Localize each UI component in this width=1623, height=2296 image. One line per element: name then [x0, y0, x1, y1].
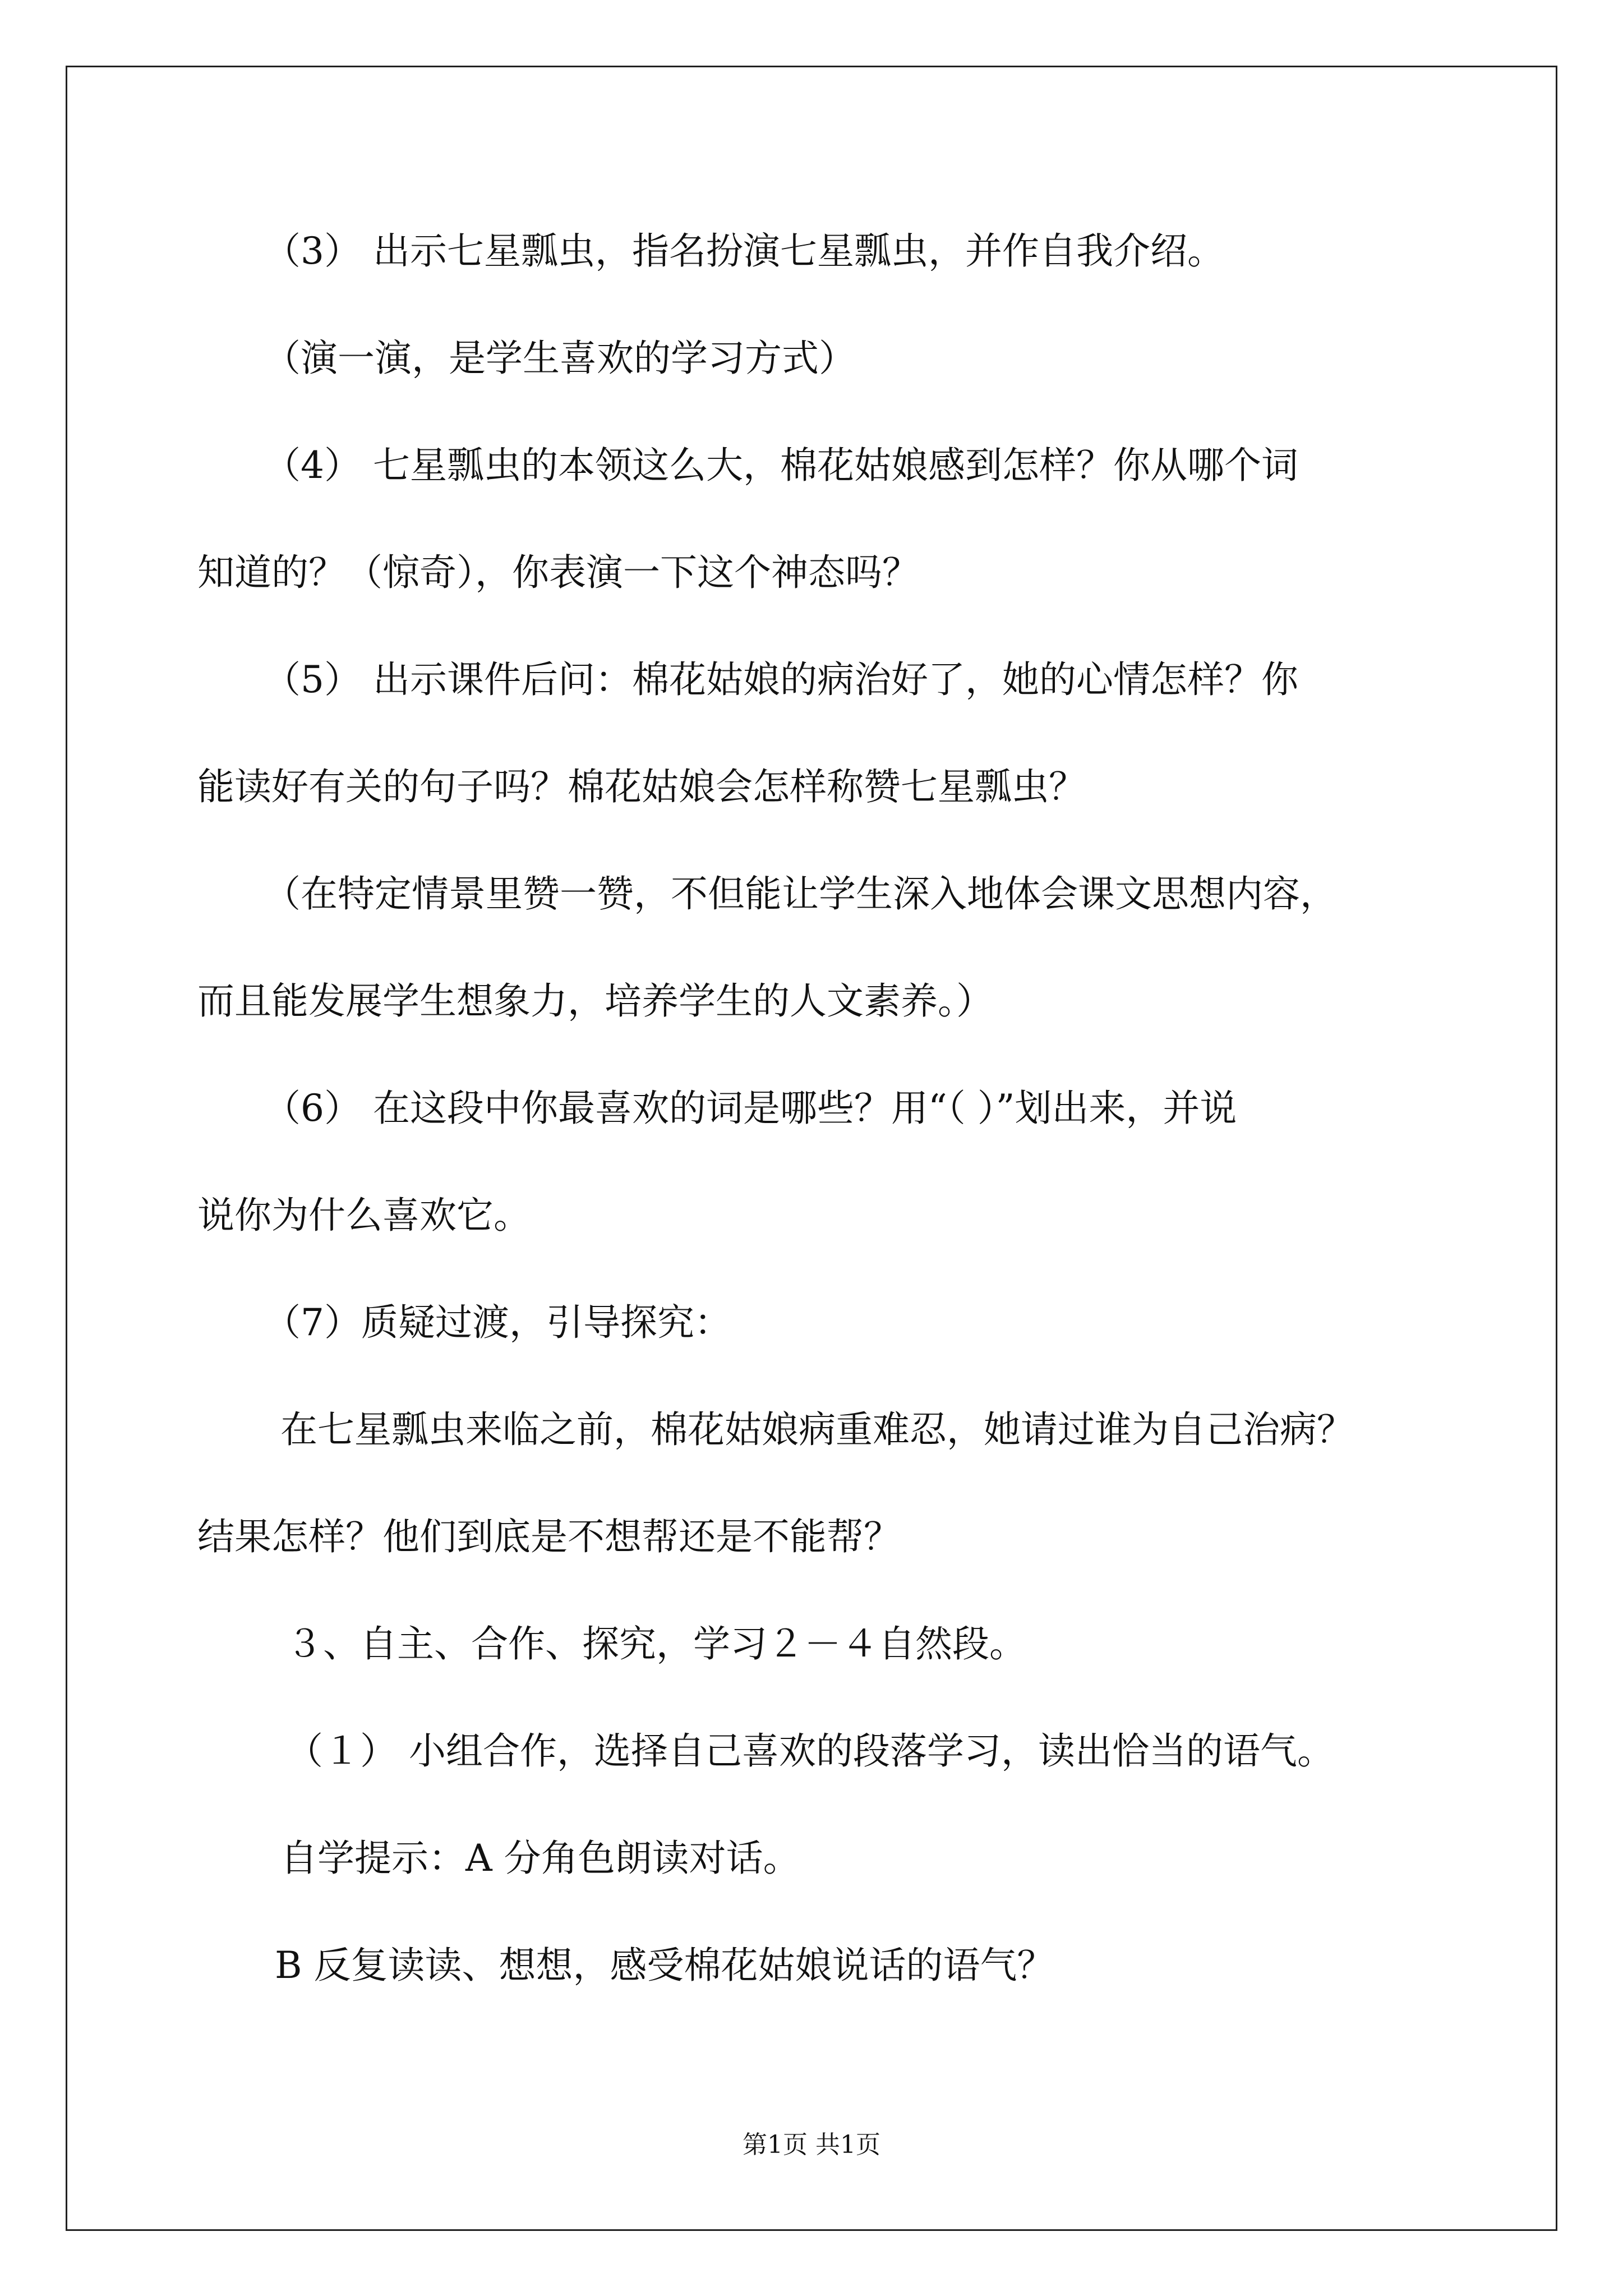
paragraph-7-line-1: （7）质疑过渡，引导探究：	[264, 1301, 731, 1344]
page-number-footer: 第1页 共1页	[743, 2131, 880, 2159]
paragraph-6-line-2: 说你为什么喜欢它。	[197, 1194, 531, 1237]
paragraph-3-line-1: （3） 出示七星瓢虫，指名扮演七星瓢虫，并作自我介绍。	[264, 229, 1224, 273]
section-3-heading: ３、自主、合作、探究，学习２－４自然段。	[286, 1622, 1026, 1665]
self-study-tip-b: B 反复读读、想想，感受棉花姑娘说话的语气？	[275, 1944, 1054, 1987]
paragraph-5-line-1: （5） 出示课件后问：棉花姑娘的病治好了，她的心情怎样？你	[264, 658, 1298, 701]
paragraph-4-line-2: 知道的？（惊奇），你表演一下这个神态吗？	[197, 551, 919, 594]
paragraph-5-line-2: 能读好有关的句子吗？棉花姑娘会怎样称赞七星瓢虫？	[197, 765, 1086, 808]
paragraph-4-line-1: （4） 七星瓢虫的本领这么大，棉花姑娘感到怎样？你从哪个词	[264, 444, 1298, 487]
paragraph-6-line-1: （6） 在这段中你最喜欢的词是哪些？用“（ ）”划出来，并说	[264, 1087, 1237, 1130]
paragraph-note-2-line-1: （在特定情景里赞一赞，不但能让学生深入地体会课文思想内容，	[264, 872, 1337, 915]
paragraph-note-2-line-2: 而且能发展学生想象力，培养学生的人文素养。）	[197, 979, 993, 1023]
paragraph-note-1-line-1: （演一演，是学生喜欢的学习方式）	[264, 337, 856, 380]
paragraph-group-work-line-1: （１） 小组合作，选择自己喜欢的段落学习，读出恰当的语气。	[286, 1729, 1334, 1773]
page-border	[66, 66, 1557, 2231]
self-study-tip-a: 自学提示：A 分角色朗读对话。	[280, 1837, 800, 1880]
paragraph-question-line-1: 在七星瓢虫来临之前，棉花姑娘病重难忍，她请过谁为自己治病？	[280, 1408, 1354, 1451]
paragraph-question-line-2: 结果怎样？他们到底是不想帮还是不能帮？	[197, 1515, 901, 1558]
